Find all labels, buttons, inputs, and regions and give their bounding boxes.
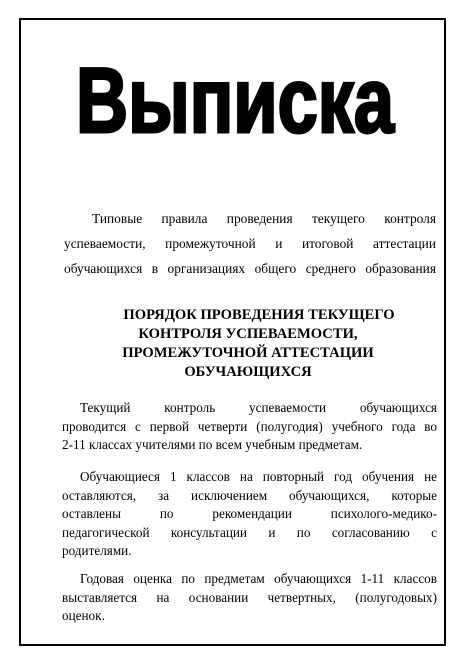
paragraph-line: Текущий контроль успеваемости обучающихся bbox=[80, 400, 437, 415]
paragraph-annual-grade bbox=[62, 570, 437, 626]
intro-line: Типовые правила проведения текущего контроля bbox=[92, 211, 436, 226]
intro-line: обучающихся в организациях общего среднего образования bbox=[64, 261, 436, 276]
paragraph-current-control bbox=[62, 399, 437, 455]
intro-block bbox=[64, 206, 436, 281]
paragraph-line: оценок. bbox=[62, 608, 105, 623]
paragraph-line: 2-11 классах учителями по всем учебным предметам. bbox=[62, 437, 363, 452]
paragraph-line: родителями. bbox=[62, 543, 132, 558]
document-title-art bbox=[0, 34, 471, 154]
paragraph-first-grade bbox=[62, 468, 437, 561]
document-title-banner bbox=[0, 34, 471, 154]
intro-line: успеваемости, промежуточной и итоговой аттестации bbox=[64, 236, 436, 251]
paragraph-line: оставляются, за исключением обучающихся, которые bbox=[62, 487, 437, 503]
paragraph-line: педагогической консультации и по согласованию с bbox=[62, 524, 437, 540]
paragraph-line: Годовая оценка по предметам обучающихся 1-11 классов bbox=[80, 571, 437, 586]
heading-line: ПРОМЕЖУТОЧНОЙ АТТЕСТАЦИИ bbox=[122, 345, 374, 361]
paragraph-line: Обучающиеся 1 классов на повторный год обучения не bbox=[80, 469, 437, 484]
heading-line: КОНТРОЛЯ УСПЕВАЕМОСТИ, bbox=[138, 326, 358, 342]
paragraph-line: выставляется на основании четвертных, (полугодовых) bbox=[62, 589, 437, 605]
intro-text bbox=[64, 206, 436, 281]
document-title: Выписка bbox=[76, 50, 395, 152]
heading-line: ПОРЯДОК ПРОВЕДЕНИЯ ТЕКУЩЕГО bbox=[123, 307, 395, 323]
paragraph-line: оставлены по рекомендации психолого-медико- bbox=[62, 506, 437, 521]
section-heading bbox=[78, 306, 418, 382]
heading-line: ОБУЧАЮЩИХСЯ bbox=[184, 364, 312, 380]
paragraph-line: проводится с первой четверти (полугодия) учебного года во bbox=[62, 418, 437, 434]
